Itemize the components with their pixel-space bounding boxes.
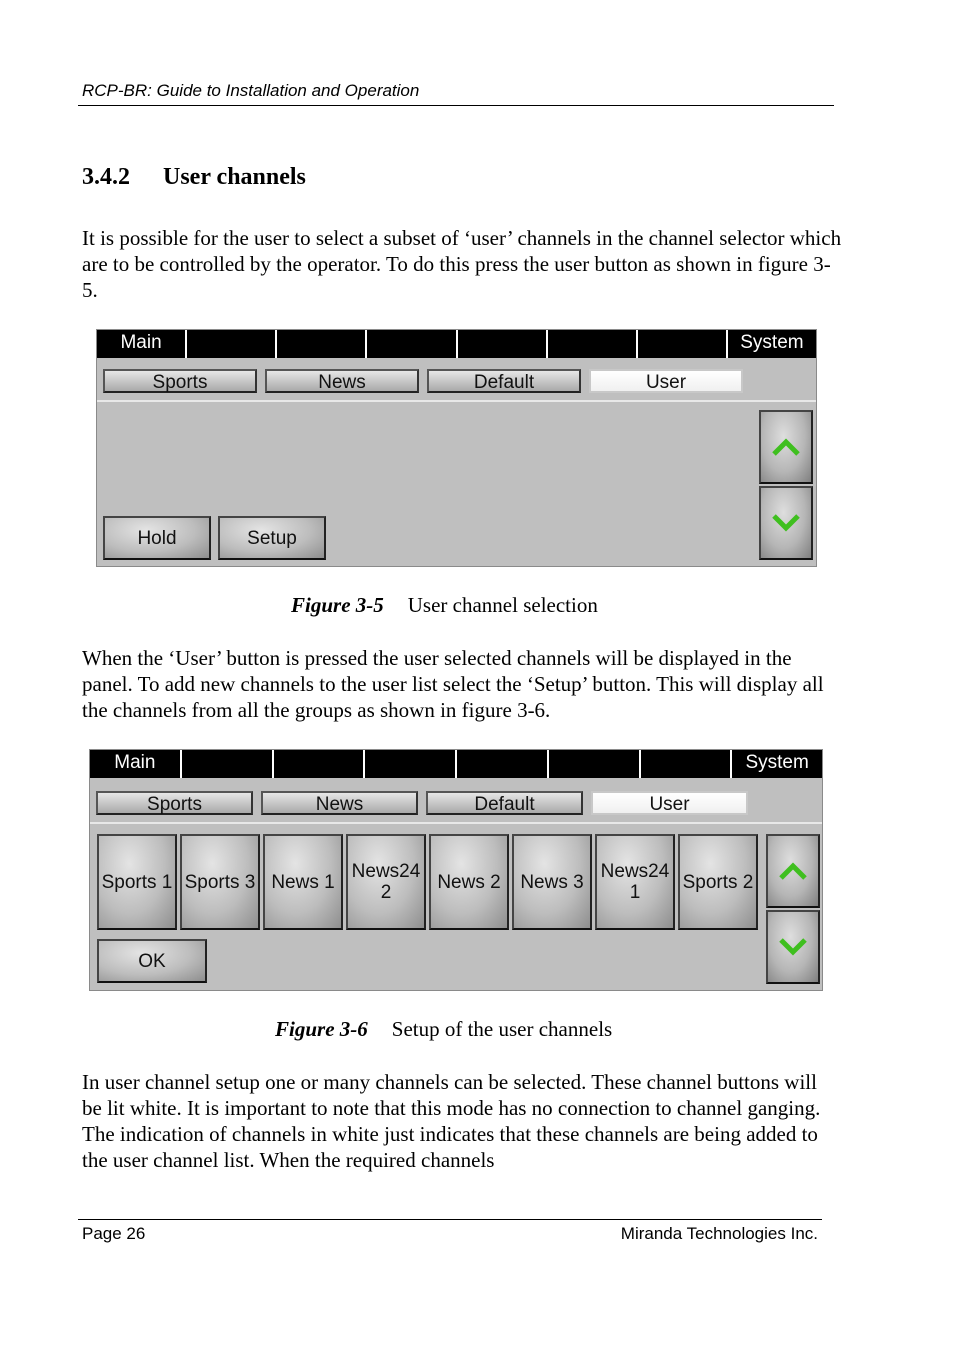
paragraph-1 — [82, 225, 842, 303]
paragraph-2 — [82, 645, 842, 723]
group-sports-button[interactable]: Sports — [96, 791, 253, 815]
group-user-button[interactable]: User — [589, 369, 743, 393]
scroll-down-button[interactable] — [759, 486, 813, 560]
channel-button[interactable]: News24 2 — [346, 834, 426, 930]
tab-empty[interactable] — [548, 330, 638, 358]
scroll-up-button[interactable] — [759, 410, 813, 484]
header-rule — [78, 105, 834, 106]
scroll-up-button[interactable] — [766, 834, 820, 908]
tab-empty[interactable] — [549, 750, 641, 778]
tab-empty[interactable] — [641, 750, 733, 778]
company-name: Miranda Technologies Inc. — [620, 1224, 818, 1243]
group-news-button[interactable]: News — [265, 369, 419, 393]
tab-empty[interactable] — [457, 750, 549, 778]
group-news-button[interactable]: News — [261, 791, 418, 815]
channel-button[interactable]: News 1 — [263, 834, 343, 930]
tab-system[interactable]: System — [740, 332, 804, 353]
paragraph-text: In user channel setup one or many channels can be selected. These channel buttons will be lit white. It is important to note that this mode has no connection to channel ganging. The indication of channels in white just indicates that these channels are being added to the user channel list. When the required channels — [82, 1070, 821, 1172]
running-header: RCP-BR: Guide to Installation and Operation — [82, 81, 420, 100]
group-selector — [97, 362, 816, 402]
arrow-down-icon — [771, 513, 801, 533]
tab-empty[interactable] — [365, 750, 457, 778]
tab-main[interactable]: Main — [90, 750, 182, 778]
caption-text: Setup of the user channels — [391, 1017, 613, 1041]
tab-empty[interactable] — [187, 330, 277, 358]
caption-label: Figure 3-6 — [275, 1017, 368, 1041]
channel-button[interactable]: News 2 — [429, 834, 509, 930]
channel-button[interactable]: Sports 1 — [97, 834, 177, 930]
top-tab-bar — [97, 330, 816, 358]
paragraph-text: It is possible for the user to select a subset of ‘user’ channels in the channel selector which are to be controlled by the operator. To do this press the user button as shown in figure 3-5. — [82, 226, 842, 302]
section-heading — [82, 164, 306, 191]
caption-text: User channel selection — [407, 593, 598, 617]
paragraph-3 — [82, 1069, 842, 1173]
group-default-button[interactable]: Default — [427, 369, 581, 393]
channel-button[interactable]: Sports 3 — [180, 834, 260, 930]
group-user-button[interactable]: User — [591, 791, 748, 815]
tab-empty[interactable] — [274, 750, 366, 778]
section-number: 3.4.2 — [82, 164, 130, 190]
arrow-up-icon — [778, 861, 808, 881]
figure-3-5-panel — [96, 329, 817, 567]
group-default-button[interactable]: Default — [426, 791, 583, 815]
tab-main[interactable]: Main — [97, 330, 187, 358]
tab-empty[interactable] — [458, 330, 548, 358]
setup-button[interactable]: Setup — [218, 516, 326, 560]
page-number: Page 26 — [82, 1224, 146, 1243]
group-selector — [90, 784, 822, 824]
channel-button[interactable]: News 3 — [512, 834, 592, 930]
group-sports-button[interactable]: Sports — [103, 369, 257, 393]
scroll-down-button[interactable] — [766, 910, 820, 984]
arrow-down-icon — [778, 937, 808, 957]
arrow-up-icon — [771, 437, 801, 457]
section-title: User channels — [163, 164, 306, 190]
channel-button[interactable]: Sports 2 — [678, 834, 758, 930]
tab-empty[interactable] — [277, 330, 367, 358]
top-tab-bar — [90, 750, 822, 778]
figure-3-5-caption — [291, 593, 598, 618]
ok-button[interactable]: OK — [97, 939, 207, 983]
channel-button[interactable]: News24 1 — [595, 834, 675, 930]
tab-empty[interactable] — [638, 330, 728, 358]
figure-3-6-panel — [89, 749, 823, 991]
footer-rule — [78, 1219, 822, 1220]
tab-system[interactable]: System — [745, 752, 809, 773]
hold-button[interactable]: Hold — [103, 516, 211, 560]
caption-label: Figure 3-5 — [291, 593, 384, 617]
paragraph-text: When the ‘User’ button is pressed the user selected channels will be displayed in the panel. To add new channels to the user list select the ‘Setup’ button. This will display all the channels from all the groups as shown in figure 3-6. — [82, 646, 824, 722]
tab-empty[interactable] — [182, 750, 274, 778]
figure-3-6-caption — [275, 1017, 612, 1042]
tab-empty[interactable] — [367, 330, 457, 358]
